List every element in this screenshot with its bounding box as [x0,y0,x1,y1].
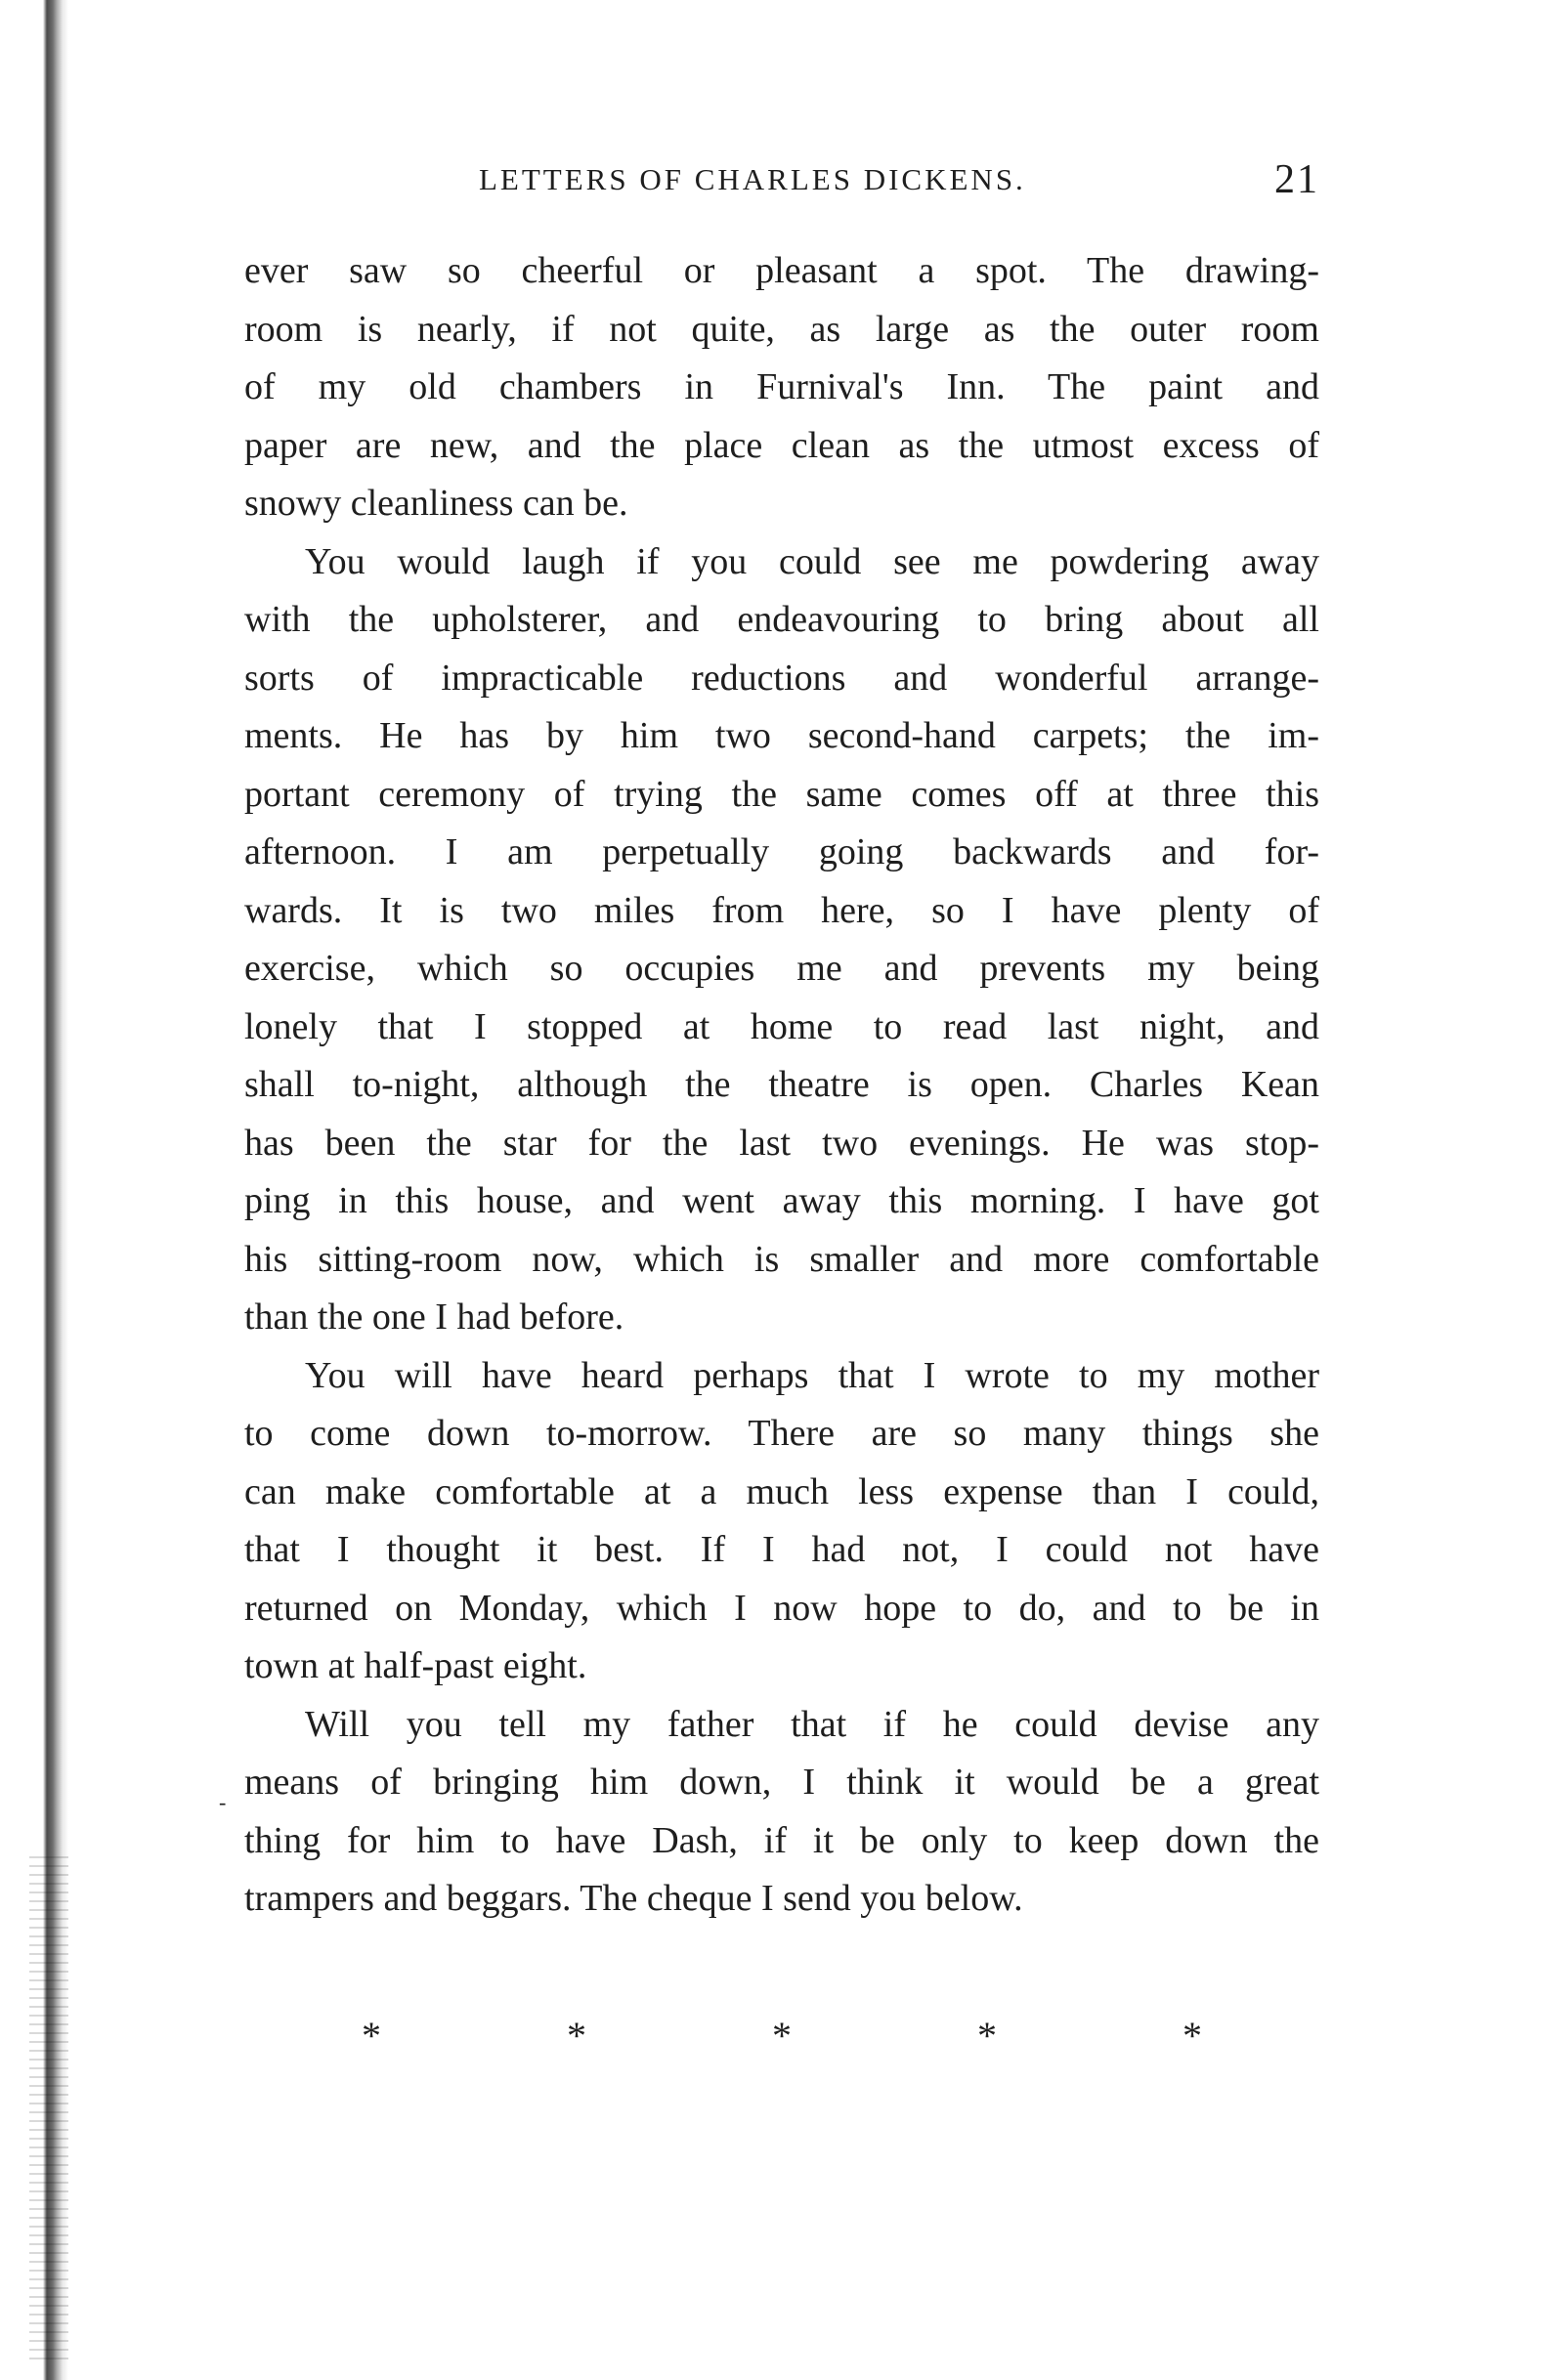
text-line: has been the star for the last two evenings. He was stop- [244,1122,1319,1164]
text-line: lonely that I stopped at home to read last night, and [244,1005,1319,1047]
margin-mark: - [219,1790,227,1814]
text-line: trampers and beggars. The cheque I send you below. [244,1878,1023,1919]
text-line: room is nearly, if not quite, as large as the outer room [244,308,1319,350]
text-line: with the upholsterer, and endeavouring to bring about all [244,599,1319,640]
text-line: thing for him to have Dash, if it be only to keep down the [244,1819,1319,1861]
text-line: returned on Monday, which I now hope to do, and to be in [244,1587,1319,1629]
text-line: exercise, which so occupies me and prevents my being [244,948,1319,989]
text-line: paper are new, and the place clean as the utmost excess of [244,424,1319,466]
asterisk: * [362,2014,381,2058]
text-line: means of bringing him down, I think it would be a great [244,1762,1319,1803]
text-line: afternoon. I am perpetually going backwards and for- [244,831,1319,872]
text-line: ping in this house, and went away this morning. I have got [244,1180,1319,1221]
page-number: 21 [1274,157,1319,202]
text-line: You would laugh if you could see me powdering away [305,540,1319,582]
text-line: ever saw so cheerful or pleasant a spot. The drawing- [244,250,1319,291]
text-line: his sitting-room now, which is smaller and more comfortable [244,1238,1319,1280]
body-text [244,242,1319,1929]
running-title: LETTERS OF CHARLES DICKENS. [479,162,1026,196]
text-line: sorts of impracticable reductions and wonderful arrange- [244,657,1319,699]
asterisk: * [1182,2014,1202,2058]
text-line: snowy cleanliness can be. [244,483,628,524]
text-line: that I thought it best. If I had not, I could not have [244,1529,1319,1570]
text-line: portant ceremony of trying the same comes off at three this [244,773,1319,815]
text-line: wards. It is two miles from here, so I have plenty of [244,889,1319,931]
asterisk: * [567,2014,586,2058]
text-line: Will you tell my father that if he could devise any [305,1703,1319,1745]
text-line: You will have heard perhaps that I wrote to my mother [305,1354,1319,1396]
text-line: of my old chambers in Furnival's Inn. The paint and [244,366,1319,407]
asterisk: * [977,2014,997,2058]
section-break-asterisks [352,2013,1212,2059]
text-line: town at half-past eight. [244,1645,587,1686]
text-line: can make comfortable at a much less expense than I could, [244,1470,1319,1512]
asterisk: * [772,2014,792,2058]
binding-speckle [29,1856,68,2364]
running-head [244,156,1319,215]
text-line: ments. He has by him two second-hand carpets; the im- [244,715,1319,756]
text-line: shall to-night, although the theatre is open. Charles Kean [244,1064,1319,1105]
text-line: than the one I had before. [244,1296,624,1338]
text-line: to come down to-morrow. There are so many things she [244,1413,1319,1454]
